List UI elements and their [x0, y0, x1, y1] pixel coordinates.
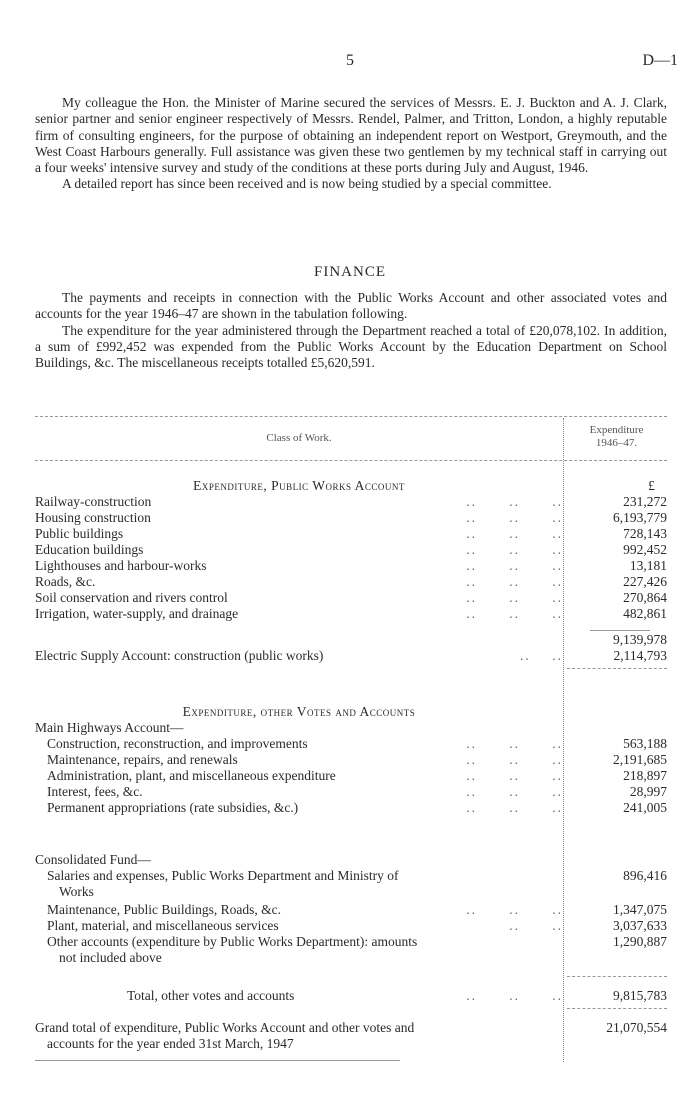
table-row — [35, 784, 667, 800]
row-value: 231,272 — [623, 494, 667, 509]
currency-symbol: £ — [648, 478, 655, 493]
section-heading-text: Expenditure, other Votes and Accounts — [182, 704, 416, 719]
leader-dots: .. .. .. — [466, 590, 563, 605]
table-row-maintenance-public-buildings — [35, 902, 667, 918]
row-label: accounts for the year ended 31st March, 1947 — [47, 1036, 294, 1051]
paragraph-text: A detailed report has since been received and is now being studied by a special committee. — [62, 176, 552, 192]
table-bottom-rule — [35, 1060, 400, 1061]
leader-dots: .. .. .. — [466, 510, 563, 525]
table-row-other-accounts — [35, 934, 667, 950]
row-value: 6,193,779 — [613, 510, 667, 525]
paragraph-marine — [35, 95, 667, 193]
group-label: Main Highways Account— — [35, 720, 184, 735]
row-label: Lighthouses and harbour-works — [35, 558, 207, 573]
leader-dots: .. .. .. — [466, 574, 563, 589]
row-value: 21,070,554 — [606, 1020, 667, 1035]
row-label: Total, other votes and accounts — [127, 988, 295, 1003]
row-label: Railway-construction — [35, 494, 152, 509]
leader-dots: .. .. .. — [466, 800, 563, 815]
row-value: 9,815,783 — [613, 988, 667, 1003]
row-value: 992,452 — [623, 542, 667, 557]
leader-dots: .. .. .. — [466, 606, 563, 621]
row-value: 482,861 — [623, 606, 667, 621]
leader-dots: .. .. .. — [466, 784, 563, 799]
row-value: 227,426 — [623, 574, 667, 589]
row-label: Maintenance, repairs, and renewals — [47, 752, 238, 767]
table-row-plant — [35, 918, 667, 934]
paragraph-text: The expenditure for the year administered through the Department reached a total of £20,078,102. In addition, a sum of £992,452 was expended from the Public Works Account by the Education Department on School Buildings, &c. The miscellaneous receipts totalled £5,620,591. — [35, 322, 667, 371]
row-label: Public buildings — [35, 526, 124, 541]
table-row — [35, 768, 667, 784]
table-row — [35, 752, 667, 768]
group-consolidated — [35, 852, 667, 868]
leader-dots: .. .. .. — [466, 558, 563, 573]
table-row — [35, 574, 667, 590]
table-row — [35, 542, 667, 558]
row-value: 28,997 — [629, 784, 667, 799]
table-row — [35, 510, 667, 526]
column-header-line: Expenditure — [589, 424, 644, 436]
leader-dots: .. .. .. — [466, 988, 563, 1003]
table-row-other-accounts-cont — [35, 950, 667, 966]
paragraph-finance — [35, 290, 667, 371]
row-label: Plant, material, and miscellaneous services — [47, 918, 279, 933]
leader-dots: .. .. .. — [466, 542, 563, 557]
table-row — [35, 558, 667, 574]
leader-dots: .. .. — [520, 648, 563, 663]
row-value: 896,416 — [623, 868, 667, 883]
row-label: Grand total of expenditure, Public Works Account and other votes and — [35, 1020, 415, 1035]
row-label: Salaries and expenses, Public Works Department and Ministry of — [47, 868, 399, 883]
subtotal-row — [35, 632, 667, 648]
row-value: 1,347,075 — [613, 902, 667, 917]
row-value: 13,181 — [629, 558, 667, 573]
table-row — [35, 736, 667, 752]
column-header-expenditure — [566, 424, 667, 450]
table-row-grand-total-cont — [35, 1036, 667, 1052]
paragraph-text: The payments and receipts in connection with the Public Works Account and other associated votes and accounts for the year 1946–47 are shown in the tabulation following. — [35, 290, 667, 322]
row-label: Permanent appropriations (rate subsidies, &c.) — [47, 800, 299, 815]
subtotal-rule — [590, 630, 650, 631]
total-rule — [567, 1008, 667, 1009]
column-header-class: Class of Work. — [266, 432, 332, 444]
paragraph-text: My colleague the Hon. the Minister of Marine secured the services of Messrs. E. J. Buckton and A. J. Clark, senior partner and senior engineer respectively of Messrs. Rendel, Palmer, and Tritton, London, a highly reputable firm of consulting engineers, for the purpose of obtaining an independent report on Westport, Greymouth, and the West Coast Harbours generally. Full assistance was given these two gentlemen by my technical staff in carrying out a four weeks' intensive survey and study of the conditions at these ports during July and August, 1946. — [35, 95, 667, 176]
section-heading-text: Expenditure, Public Works Account — [193, 478, 405, 493]
currency-row — [35, 478, 667, 494]
row-label: Soil conservation and rivers control — [35, 590, 228, 605]
table-row-salaries-cont — [35, 884, 667, 900]
row-label: Housing construction — [35, 510, 151, 525]
group-label: Consolidated Fund— — [35, 852, 151, 867]
group-main-highways — [35, 720, 667, 736]
leader-dots: .. .. .. — [466, 526, 563, 541]
row-label: Electric Supply Account: construction (public works) — [35, 648, 324, 663]
subtotal-value: 9,139,978 — [613, 632, 667, 647]
row-value: 218,897 — [623, 768, 667, 783]
row-value: 728,143 — [623, 526, 667, 541]
row-value: 3,037,633 — [613, 918, 667, 933]
row-label: not included above — [59, 950, 162, 965]
table-row — [35, 606, 667, 622]
section-title-finance: FINANCE — [313, 264, 386, 280]
row-label: Interest, fees, &c. — [47, 784, 143, 799]
row-label: Irrigation, water-supply, and drainage — [35, 606, 239, 621]
document-code: D—1 — [642, 52, 678, 69]
row-label: Maintenance, Public Buildings, Roads, &c. — [47, 902, 281, 917]
leader-dots: .. .. .. — [466, 768, 563, 783]
table-row-salaries — [35, 868, 667, 884]
leader-dots: .. .. .. — [466, 902, 563, 917]
table-top-rule — [35, 416, 667, 417]
row-value: 563,188 — [623, 736, 667, 751]
leader-dots: .. .. .. — [466, 736, 563, 751]
table-row — [35, 590, 667, 606]
leader-dots: .. .. .. — [466, 752, 563, 767]
row-label: Administration, plant, and miscellaneous expenditure — [47, 768, 336, 783]
section-heading-other-votes — [35, 704, 563, 720]
row-value: 2,114,793 — [613, 648, 667, 663]
total-rule — [567, 976, 667, 977]
page-number: 5 — [346, 52, 354, 69]
table-row-grand-total — [35, 1020, 667, 1036]
row-value: 241,005 — [623, 800, 667, 815]
table-header-rule — [35, 460, 667, 461]
row-value: 2,191,685 — [613, 752, 667, 767]
leader-dots: .. .. .. — [466, 494, 563, 509]
row-label: Works — [59, 884, 94, 899]
table-row — [35, 526, 667, 542]
row-value: 270,864 — [623, 590, 667, 605]
leader-dots: .. .. — [509, 918, 563, 933]
row-label: Education buildings — [35, 542, 144, 557]
table-row — [35, 800, 667, 816]
column-header-line: 1946–47. — [595, 437, 638, 449]
row-value: 1,290,887 — [613, 934, 667, 949]
table-row-total-other — [35, 988, 667, 1004]
row-label: Other accounts (expenditure by Public Works Department): amounts — [47, 934, 418, 949]
row-label: Roads, &c. — [35, 574, 96, 589]
table-row-electric — [35, 648, 667, 664]
section-rule — [567, 668, 667, 669]
row-label: Construction, reconstruction, and improvements — [47, 736, 308, 751]
table-row — [35, 494, 667, 510]
